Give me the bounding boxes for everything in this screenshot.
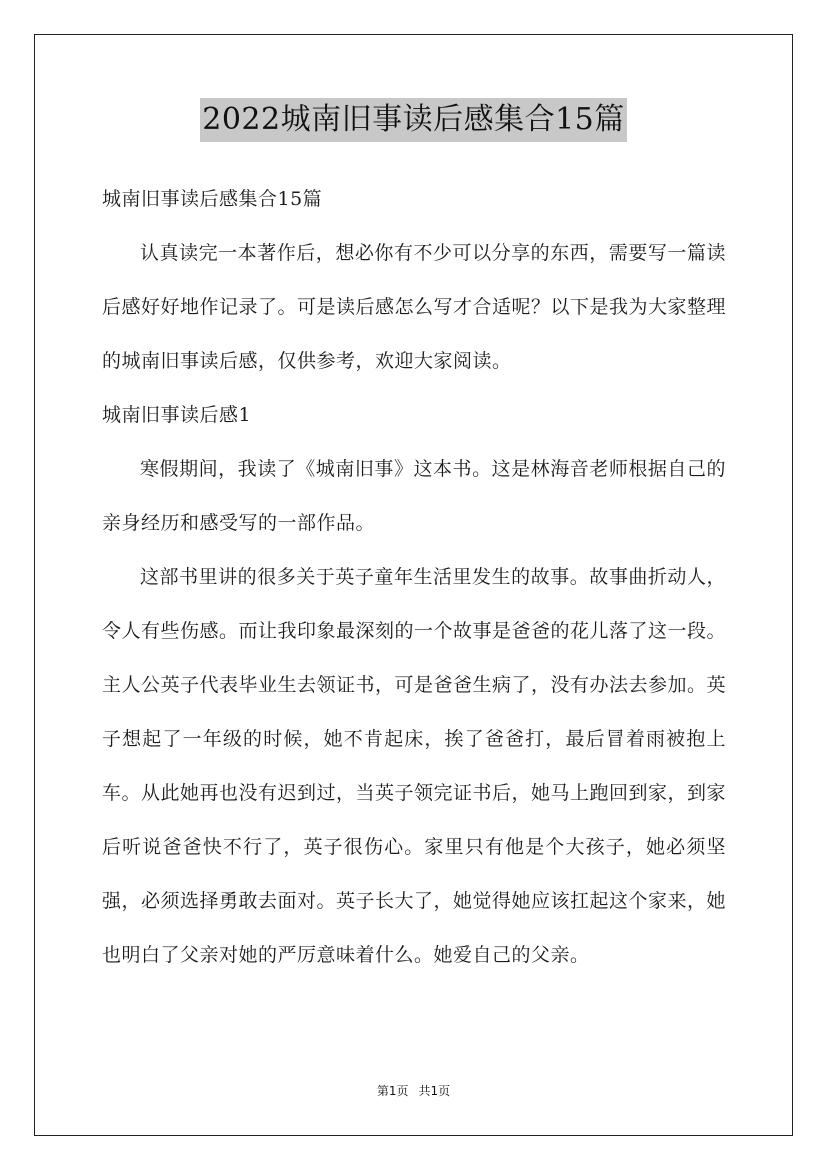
section-heading-1: 城南旧事读后感1 xyxy=(102,404,252,426)
document-body xyxy=(102,172,726,982)
page-footer xyxy=(0,1082,827,1099)
body-paragraph-1: 寒假期间，我读了《城南旧事》这本书。这是林海音老师根据自己的亲身经历和感受写的一部作品。 xyxy=(102,458,726,534)
intro-paragraph: 认真读完一本著作后，想必你有不少可以分享的东西，需要写一篇读后感好好地作记录了。可是读后感怎么写才合适呢？以下是我为大家整理的城南旧事读后感，仅供参考，欢迎大家阅读。 xyxy=(102,242,727,372)
title-container xyxy=(0,98,827,142)
subtitle-line: 城南旧事读后感集合15篇 xyxy=(102,188,323,210)
page-total: 共1页 xyxy=(418,1084,451,1098)
body-paragraph-2: 这部书里讲的很多关于英子童年生活里发生的故事。故事曲折动人，令人有些伤感。而让我印象最深刻的一个故事是爸爸的花儿落了这一段。主人公英子代表毕业生去领证书，可是爸爸生病了，没有办法去参加。英子想起了一年级的时候，她不肯起床，挨了爸爸打，最后冒着雨被抱上车。从此她再也没有迟到过，当英子领完证书后，她马上跑回到家，到家后听说爸爸快不行了，英子很伤心。家里只有他是个大孩子，她必须坚强，必须选择勇敢去面对。英子长大了，她觉得她应该扛起这个家来，她也明白了父亲对她的严厉意味着什么。她爱自己的父亲。 xyxy=(102,566,727,966)
page-number: 第1页 xyxy=(376,1084,409,1098)
document-title: 2022城南旧事读后感集合15篇 xyxy=(200,98,627,142)
